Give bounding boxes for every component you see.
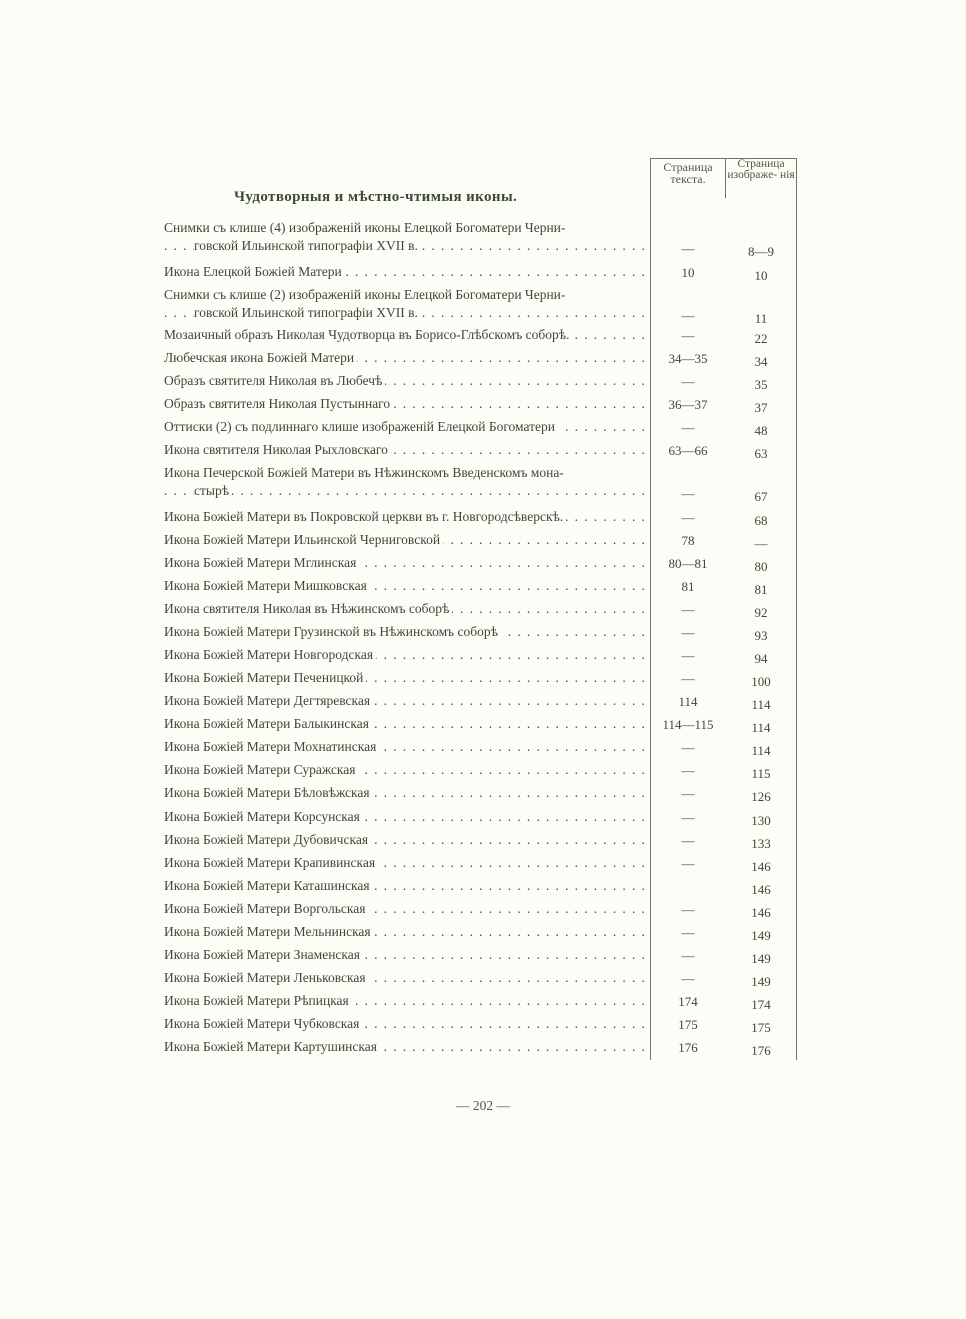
icon-title bbox=[164, 992, 646, 1010]
icon-title bbox=[164, 623, 646, 641]
icon-title bbox=[164, 854, 646, 872]
icon-title bbox=[164, 946, 646, 964]
icon-title-line bbox=[164, 692, 646, 710]
image-page-number: 94 bbox=[754, 651, 768, 666]
icon-title-text: Оттиски (2) съ подлиннаго клише изображеній Елецкой Богоматери bbox=[164, 419, 558, 434]
image-page-number: 67 bbox=[754, 489, 768, 504]
icon-title-line bbox=[164, 418, 646, 436]
text-page-number: — bbox=[681, 241, 695, 256]
icon-title-text: Икона Божіей Матери Картушинская bbox=[164, 1039, 380, 1054]
icon-title-text: Икона Божіей Матери Новгородская bbox=[164, 647, 376, 662]
icon-title bbox=[164, 554, 646, 572]
image-page-number: 146 bbox=[751, 859, 771, 874]
icon-title-text: Икона Божіей Матери Чубковская bbox=[164, 1016, 362, 1031]
icon-title bbox=[164, 326, 646, 344]
icon-title bbox=[164, 349, 646, 367]
image-page-number: 176 bbox=[751, 1043, 771, 1058]
icon-title-text: Икона Божіей Матери Леньковская bbox=[164, 970, 369, 985]
icon-title-text: Икона Божіей Матери Балыкинская bbox=[164, 716, 372, 731]
text-page-number: — bbox=[681, 740, 695, 755]
icon-title-line-2-text: говской Ильинской типографіи XVII в. bbox=[194, 305, 421, 320]
icon-title-line-2-text: стырѣ bbox=[194, 483, 232, 498]
icon-title bbox=[164, 263, 646, 281]
icon-title-text: Икона Божіей Матери Крапивинская bbox=[164, 855, 378, 870]
text-page-number: 63—66 bbox=[668, 443, 708, 458]
text-page-number: — bbox=[681, 763, 695, 778]
text-page-number: 114 bbox=[678, 694, 698, 709]
image-page-number: 133 bbox=[751, 836, 771, 851]
section-title: Чудотворныя и мѣстно-чтимыя иконы. bbox=[234, 189, 518, 205]
icon-title-line bbox=[164, 969, 646, 987]
icon-title-text: Икона Божіей Матери Воргольская bbox=[164, 901, 368, 916]
icon-title bbox=[164, 1015, 646, 1033]
image-page-number: — bbox=[754, 536, 768, 551]
icon-title-line bbox=[164, 784, 646, 802]
icon-title-line bbox=[164, 349, 646, 367]
image-page-number: 146 bbox=[751, 905, 771, 920]
icon-title-text: Икона Божіей Матери Мглинская bbox=[164, 555, 359, 570]
text-page-number: — bbox=[681, 925, 695, 940]
icon-title bbox=[164, 784, 646, 802]
icon-title bbox=[164, 395, 646, 413]
icon-title bbox=[164, 831, 646, 849]
icon-title bbox=[164, 715, 646, 733]
image-page-number: 126 bbox=[751, 789, 771, 804]
icon-title-text: Икона Божіей Матери Каташинская bbox=[164, 878, 373, 893]
icon-title-line bbox=[164, 263, 646, 281]
icon-title-line bbox=[164, 738, 646, 756]
image-page-number: 8—9 bbox=[748, 244, 774, 259]
image-page-number: 22 bbox=[754, 331, 768, 346]
icon-title-line bbox=[164, 946, 646, 964]
icon-title-line bbox=[164, 577, 646, 595]
column-rule-right bbox=[796, 158, 797, 1060]
text-page-number: — bbox=[681, 648, 695, 663]
icon-title-text: Любечская икона Божіей Матери bbox=[164, 350, 357, 365]
image-page-number: 10 bbox=[754, 268, 768, 283]
image-page-number: 149 bbox=[751, 951, 771, 966]
icon-title-line bbox=[164, 992, 646, 1010]
icon-title-line bbox=[164, 1015, 646, 1033]
icon-title bbox=[164, 738, 646, 756]
icon-title-line bbox=[164, 877, 646, 895]
icon-title-text: Икона святителя Николая въ Нѣжинскомъ соборѣ bbox=[164, 601, 452, 616]
icon-title-text: Икона Елецкой Божіей Матери bbox=[164, 264, 345, 279]
text-page-number: — bbox=[681, 971, 695, 986]
text-page-number: — bbox=[681, 856, 695, 871]
icon-title-text: Икона Божіей Матери Мохнатинская bbox=[164, 739, 379, 754]
text-page-number: — bbox=[681, 671, 695, 686]
image-page-number: 68 bbox=[754, 513, 768, 528]
image-page-number: 37 bbox=[754, 400, 768, 415]
text-page-number: — bbox=[681, 328, 695, 343]
icon-title-line bbox=[164, 441, 646, 459]
icon-title bbox=[164, 646, 646, 664]
text-page-number: — bbox=[681, 486, 695, 501]
image-page-number: 175 bbox=[751, 1020, 771, 1035]
text-page-number: 34—35 bbox=[668, 351, 708, 366]
icon-title-line bbox=[164, 326, 646, 344]
icon-title-line bbox=[164, 1038, 646, 1056]
icon-title-text: Икона Божіей Матери Суражская bbox=[164, 762, 358, 777]
icon-title-text: Мозаичный образъ Николая Чудотворца въ Борисо-Глѣбскомъ соборѣ. bbox=[164, 327, 573, 342]
icon-title-line bbox=[164, 831, 646, 849]
icon-title-line bbox=[164, 923, 646, 941]
image-page-number: 114 bbox=[751, 720, 771, 735]
text-page-number: 36—37 bbox=[668, 397, 708, 412]
icon-title bbox=[164, 577, 646, 595]
icon-title-text: Икона Божіей Матери Дубовичская bbox=[164, 832, 371, 847]
icon-title bbox=[164, 372, 646, 390]
icon-title bbox=[164, 900, 646, 918]
text-page-number: — bbox=[681, 948, 695, 963]
text-page-number: — bbox=[681, 902, 695, 917]
icon-title-line bbox=[164, 900, 646, 918]
image-page-number: 114 bbox=[751, 697, 771, 712]
image-page-number: 35 bbox=[754, 377, 768, 392]
text-page-number: — bbox=[681, 420, 695, 435]
icon-title-line bbox=[164, 395, 646, 413]
image-page-number: 63 bbox=[754, 446, 768, 461]
icon-title-text: Образъ святителя Николая въ Любечѣ bbox=[164, 373, 385, 388]
icon-title-line bbox=[164, 761, 646, 779]
image-page-number: 11 bbox=[754, 311, 768, 326]
text-page-number: 174 bbox=[678, 994, 698, 1009]
icon-title-line-2 bbox=[164, 304, 646, 322]
image-page-number: 48 bbox=[754, 423, 768, 438]
icon-title-line-1: Снимки съ клише (2) изображеній иконы Елецкой Богоматери Черни- bbox=[164, 287, 566, 302]
image-page-number: 92 bbox=[754, 605, 768, 620]
text-page-number: — bbox=[681, 602, 695, 617]
icon-title bbox=[164, 877, 646, 895]
image-page-number: 146 bbox=[751, 882, 771, 897]
icon-title bbox=[164, 219, 646, 255]
icon-title-line-1: Икона Печерской Божіей Матери въ Нѣжинскомъ Введенскомъ мона- bbox=[164, 465, 564, 480]
icon-title-line bbox=[164, 808, 646, 826]
image-page-number: 114 bbox=[751, 743, 771, 758]
icon-title bbox=[164, 808, 646, 826]
icon-title-line bbox=[164, 600, 646, 618]
icon-title-text: Икона Божіей Матери Рѣпицкая bbox=[164, 993, 352, 1008]
icon-title-line-2 bbox=[164, 237, 646, 255]
text-page-number: 114—115 bbox=[662, 717, 714, 732]
icon-title-text: Икона Божіей Матери Дегтяревская bbox=[164, 693, 373, 708]
icon-title-line bbox=[164, 554, 646, 572]
icon-title bbox=[164, 1038, 646, 1056]
image-page-number: 130 bbox=[751, 813, 771, 828]
icon-title bbox=[164, 531, 646, 549]
image-page-number: 149 bbox=[751, 928, 771, 943]
icon-title-line bbox=[164, 669, 646, 687]
column-header-text-page: Страница текста. bbox=[663, 160, 713, 186]
icon-title bbox=[164, 464, 646, 500]
icon-title-text: Икона святителя Николая Рыхловскаго bbox=[164, 442, 391, 457]
icon-title-text: Икона Божіей Матери Знаменская bbox=[164, 947, 363, 962]
icon-title bbox=[164, 669, 646, 687]
icon-title bbox=[164, 761, 646, 779]
icon-title-text: Икона Божіей Матери Бѣловѣжская bbox=[164, 785, 373, 800]
icon-title-text: Образъ святителя Николая Пустыннаго bbox=[164, 396, 393, 411]
text-page-number: 176 bbox=[678, 1040, 698, 1055]
image-page-number: 100 bbox=[751, 674, 771, 689]
icon-title-line bbox=[164, 508, 646, 526]
icon-title-line-2-text: говской Ильинской типографіи XVII в. bbox=[194, 238, 421, 253]
icon-title-text: Икона Божіей Матери въ Покровской церкви въ г. Новгородсѣверскѣ. bbox=[164, 509, 566, 524]
text-page-number: 80—81 bbox=[668, 556, 708, 571]
text-page-number: — bbox=[681, 625, 695, 640]
text-page-number: — bbox=[681, 810, 695, 825]
icon-title-line bbox=[164, 531, 646, 549]
image-page-number: 174 bbox=[751, 997, 771, 1012]
icon-title-text: Икона Божіей Матери Мельнинская bbox=[164, 924, 374, 939]
text-page-number: — bbox=[681, 374, 695, 389]
image-page-number: 149 bbox=[751, 974, 771, 989]
image-page-number: 81 bbox=[754, 582, 768, 597]
icon-title-text: Икона Божіей Матери Мишковская bbox=[164, 578, 370, 593]
text-page-number: 78 bbox=[681, 533, 695, 548]
page-number: — 202 — bbox=[456, 1098, 510, 1113]
text-page-number: — bbox=[681, 786, 695, 801]
icon-title-text: Икона Божіей Матери Корсунская bbox=[164, 809, 363, 824]
icon-title-text: Икона Божіей Матери Печеницкой bbox=[164, 670, 366, 685]
text-page-number: 10 bbox=[681, 265, 695, 280]
image-page-number: 93 bbox=[754, 628, 768, 643]
icon-title bbox=[164, 418, 646, 436]
icon-title bbox=[164, 969, 646, 987]
icon-title-line-2 bbox=[164, 482, 646, 500]
image-page-number: 115 bbox=[751, 766, 771, 781]
icon-title-line-1: Снимки съ клише (4) изображеній иконы Елецкой Богоматери Черни- bbox=[164, 220, 566, 235]
text-page-number: — bbox=[681, 308, 695, 323]
text-page-number: 175 bbox=[678, 1017, 698, 1032]
image-page-number: 34 bbox=[754, 354, 768, 369]
text-page-number: — bbox=[681, 510, 695, 525]
icon-title bbox=[164, 441, 646, 459]
column-header-image-page: Страница изображе- нія bbox=[727, 158, 795, 181]
icon-title-line bbox=[164, 372, 646, 390]
icon-title-text: Икона Божіей Матери Ильинской Черниговской bbox=[164, 532, 443, 547]
text-page-number: 81 bbox=[681, 579, 695, 594]
icon-title bbox=[164, 692, 646, 710]
image-page-number: 80 bbox=[754, 559, 768, 574]
icon-title-line bbox=[164, 646, 646, 664]
icon-title bbox=[164, 600, 646, 618]
icon-title bbox=[164, 923, 646, 941]
text-page-number: — bbox=[681, 833, 695, 848]
icon-title-line bbox=[164, 623, 646, 641]
icon-title bbox=[164, 286, 646, 322]
icon-title bbox=[164, 508, 646, 526]
icon-title-line bbox=[164, 854, 646, 872]
icon-title-text: Икона Божіей Матери Грузинской въ Нѣжинскомъ соборѣ bbox=[164, 624, 501, 639]
icon-title-line bbox=[164, 715, 646, 733]
